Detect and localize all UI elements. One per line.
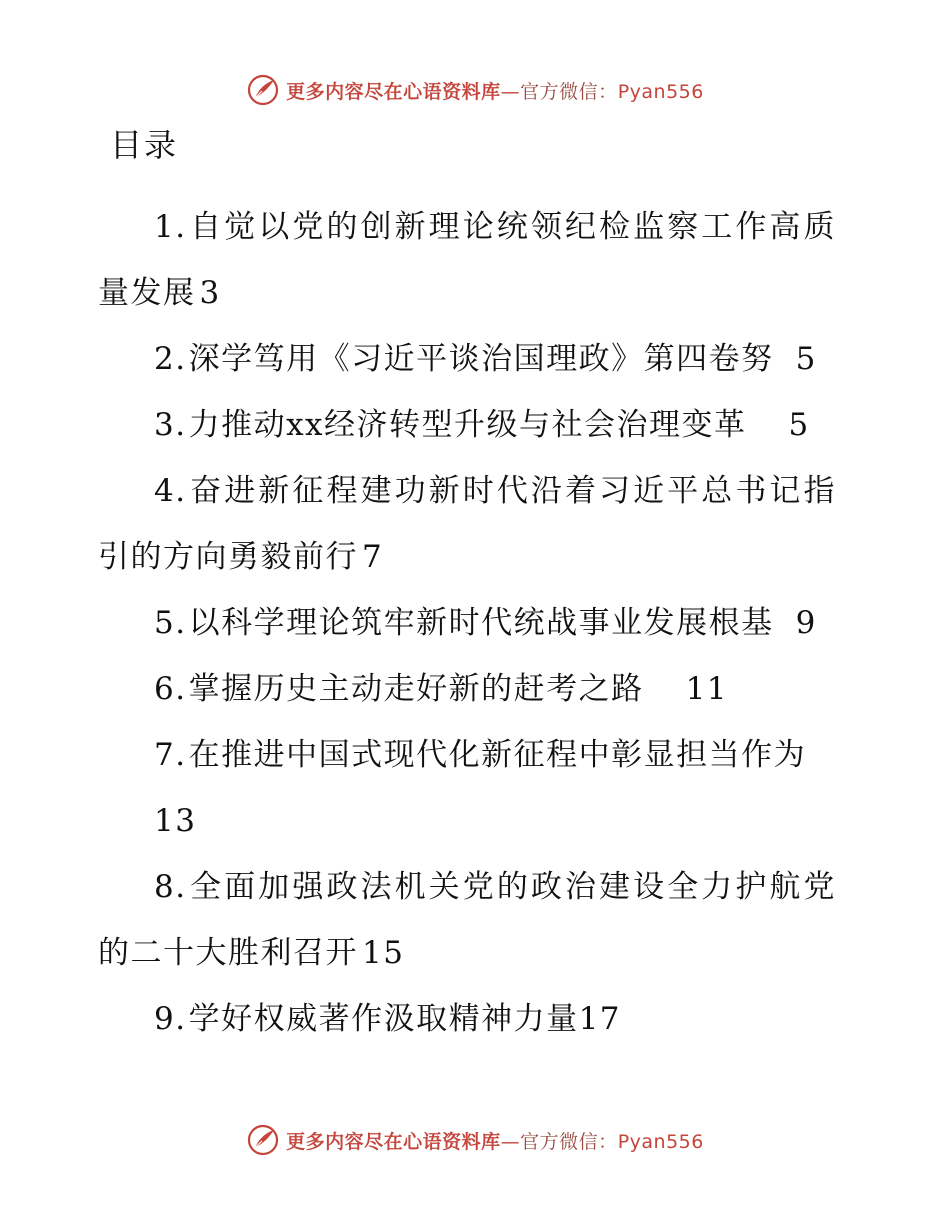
toc-item-text: 奋进新征程建功新时代沿着习近平总书记指引的方向勇毅前行 [98, 473, 836, 575]
toc-item-text: 力推动xx经济转型升级与社会治理变革 [188, 407, 747, 443]
toc-item-number: 2. [154, 341, 187, 377]
toc-list [98, 194, 836, 1052]
toc-item-text: 以科学理论筑牢新时代统战事业发展根基 [188, 605, 774, 641]
watermark-brand: 更多内容尽在心语资料库 [286, 1130, 501, 1153]
watermark-wechat-label: 官方微信： [520, 80, 618, 103]
toc-item-page: 13 [154, 803, 197, 839]
watermark-wechat-label: 官方微信： [520, 1130, 618, 1153]
toc-item-text: 深学笃用《习近平谈治国理政》第四卷努 [188, 341, 774, 377]
quill-pen-logo-icon [246, 1123, 280, 1157]
toc-item-6 [98, 656, 836, 722]
toc-item-text: 自觉以党的创新理论统领纪检监察工作高质量发展 [98, 209, 836, 311]
toc-item-text: 全面加强政法机关党的政治建设全力护航党的二十大胜利召开 [98, 869, 836, 971]
watermark-wechat-id: Pyan556 [617, 1130, 704, 1153]
watermark-wechat-id: Pyan556 [617, 80, 704, 103]
toc-item-text: 学好权威著作汲取精神力量 [188, 1001, 579, 1037]
toc-item-4 [98, 458, 836, 590]
toc-item-text: 掌握历史主动走好新的赶考之路 [188, 671, 644, 707]
toc-item-7 [98, 722, 836, 854]
watermark-dash: — [500, 80, 521, 103]
toc-item-page: 5 [795, 341, 817, 377]
watermark-dash: — [500, 1130, 521, 1153]
toc-item-number: 8. [154, 869, 187, 905]
toc-item-page: 9 [795, 605, 817, 641]
toc-item-2 [98, 326, 836, 392]
toc-item-1 [98, 194, 836, 326]
toc-item-9 [98, 986, 836, 1052]
toc-item-number: 9. [154, 1001, 187, 1037]
toc-item-page: 5 [788, 407, 810, 443]
toc-item-number: 5. [154, 605, 187, 641]
toc-item-text: 在推进中国式现代化新征程中彰显担当作为 [188, 737, 807, 773]
toc-item-number: 6. [154, 671, 187, 707]
toc-item-page: 3 [199, 275, 221, 311]
toc-item-page: 11 [685, 671, 729, 707]
toc-item-number: 4. [154, 473, 187, 509]
toc-item-number: 3. [154, 407, 187, 443]
toc-item-8 [98, 854, 836, 986]
watermark-banner-top [0, 70, 950, 110]
toc-item-number: 1. [154, 209, 187, 245]
watermark-banner-bottom [0, 1120, 950, 1160]
watermark-brand: 更多内容尽在心语资料库 [286, 80, 501, 103]
toc-item-page: 15 [362, 935, 405, 971]
toc-item-3 [98, 392, 836, 458]
watermark-text [286, 77, 704, 104]
toc-item-page: 17 [578, 1001, 622, 1037]
quill-pen-logo-icon [246, 73, 280, 107]
toc-item-page: 7 [362, 539, 384, 575]
watermark-text [286, 1127, 704, 1154]
toc-item-5 [98, 590, 836, 656]
toc-title: 目录 [110, 126, 179, 164]
toc-item-number: 7. [154, 737, 187, 773]
